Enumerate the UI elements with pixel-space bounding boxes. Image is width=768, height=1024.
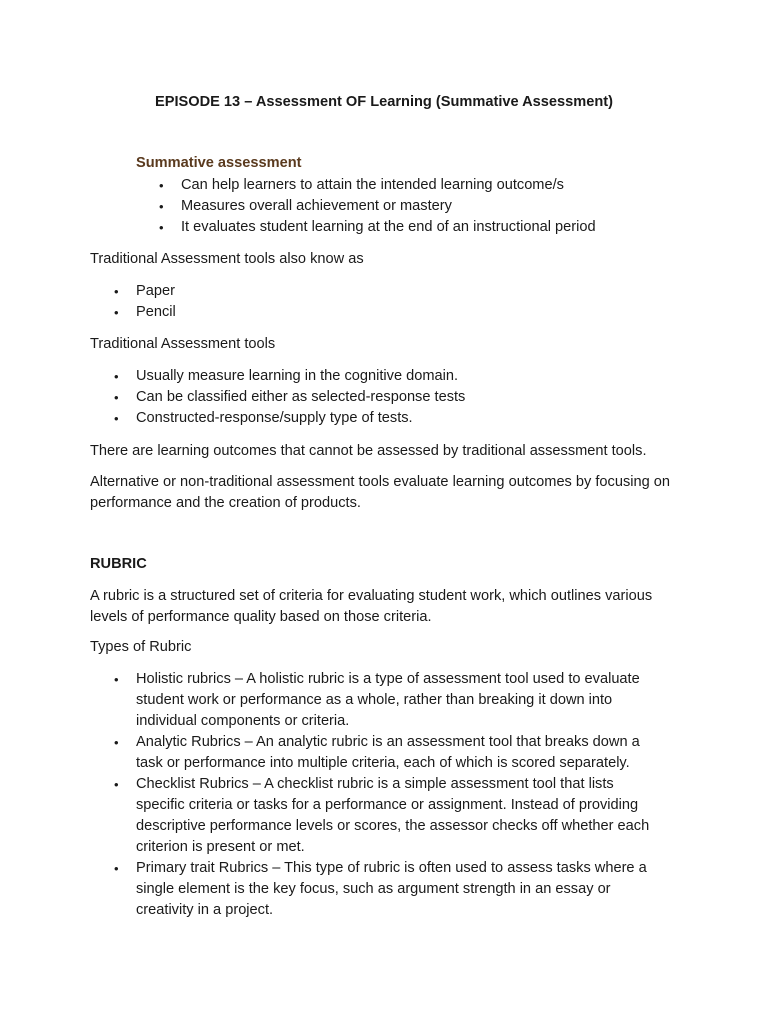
bullet-icon: •	[114, 861, 119, 876]
list-item: • Usually measure learning in the cognitive domain.	[136, 366, 696, 387]
list-item: • Can be classified either as selected-response tests	[136, 387, 696, 408]
bullet-icon: •	[114, 284, 119, 299]
rubric-types-intro: Types of Rubric	[90, 639, 192, 655]
list-item: • It evaluates student learning at the end of an instructional period	[181, 217, 741, 238]
bullet-icon: •	[114, 777, 119, 792]
traditional-aka-intro: Traditional Assessment tools also know as	[90, 251, 364, 267]
alternative-paragraph: Alternative or non-traditional assessment tools evaluate learning outcomes by focusing on performance and the creation of products.	[90, 474, 671, 511]
bullet-icon: •	[114, 672, 119, 687]
rubric-heading: RUBRIC	[90, 556, 147, 572]
bullet-icon: •	[159, 199, 164, 214]
cannot-assess-paragraph: There are learning outcomes that cannot be assessed by traditional assessment tools.	[90, 443, 647, 459]
list-item: • Pencil	[136, 302, 696, 323]
traditional-tools-intro: Traditional Assessment tools	[90, 336, 276, 352]
list-item: • Measures overall achievement or mastery	[181, 196, 741, 217]
list-item: • Checklist Rubrics – A checklist rubric is a simple assessment tool that lists specific criteria or tasks for a performance or assignment. Instead of providing descriptive performance levels or scores, the assessor checks off whether each criterion is present or met.	[114, 776, 650, 855]
list-item: • Holistic rubrics – A holistic rubric is a type of assessment tool used to evaluate student work or performance as a whole, rather than breaking it down into individual components or criteria.	[114, 671, 640, 729]
bullet-icon: •	[114, 411, 119, 426]
summative-heading: Summative assessment	[136, 155, 302, 171]
list-item: • Can help learners to attain the intended learning outcome/s	[181, 175, 741, 196]
traditional-aka-list	[114, 281, 696, 323]
traditional-tools-list	[114, 366, 696, 429]
list-item: • Constructed-response/supply type of tests.	[136, 408, 696, 429]
list-item: • Analytic Rubrics – An analytic rubric is an assessment tool that breaks down a task or performance into multiple criteria, each of which is scored separately.	[114, 734, 640, 771]
summative-list	[159, 175, 741, 238]
bullet-icon: •	[114, 735, 119, 750]
list-item: • Paper	[136, 281, 696, 302]
bullet-icon: •	[114, 305, 119, 320]
page-title: EPISODE 13 – Assessment OF Learning (Summative Assessment)	[155, 94, 613, 110]
bullet-icon: •	[114, 369, 119, 384]
bullet-icon: •	[159, 178, 164, 193]
rubric-definition: A rubric is a structured set of criteria for evaluating student work, which outlines various levels of performance quality based on those criteria.	[90, 588, 653, 625]
rubric-types-list	[114, 669, 666, 921]
bullet-icon: •	[159, 220, 164, 235]
bullet-icon: •	[114, 390, 119, 405]
list-item: • Primary trait Rubrics – This type of rubric is often used to assess tasks where a single element is the key focus, such as argument strength in an essay or creativity in a project.	[114, 860, 647, 918]
